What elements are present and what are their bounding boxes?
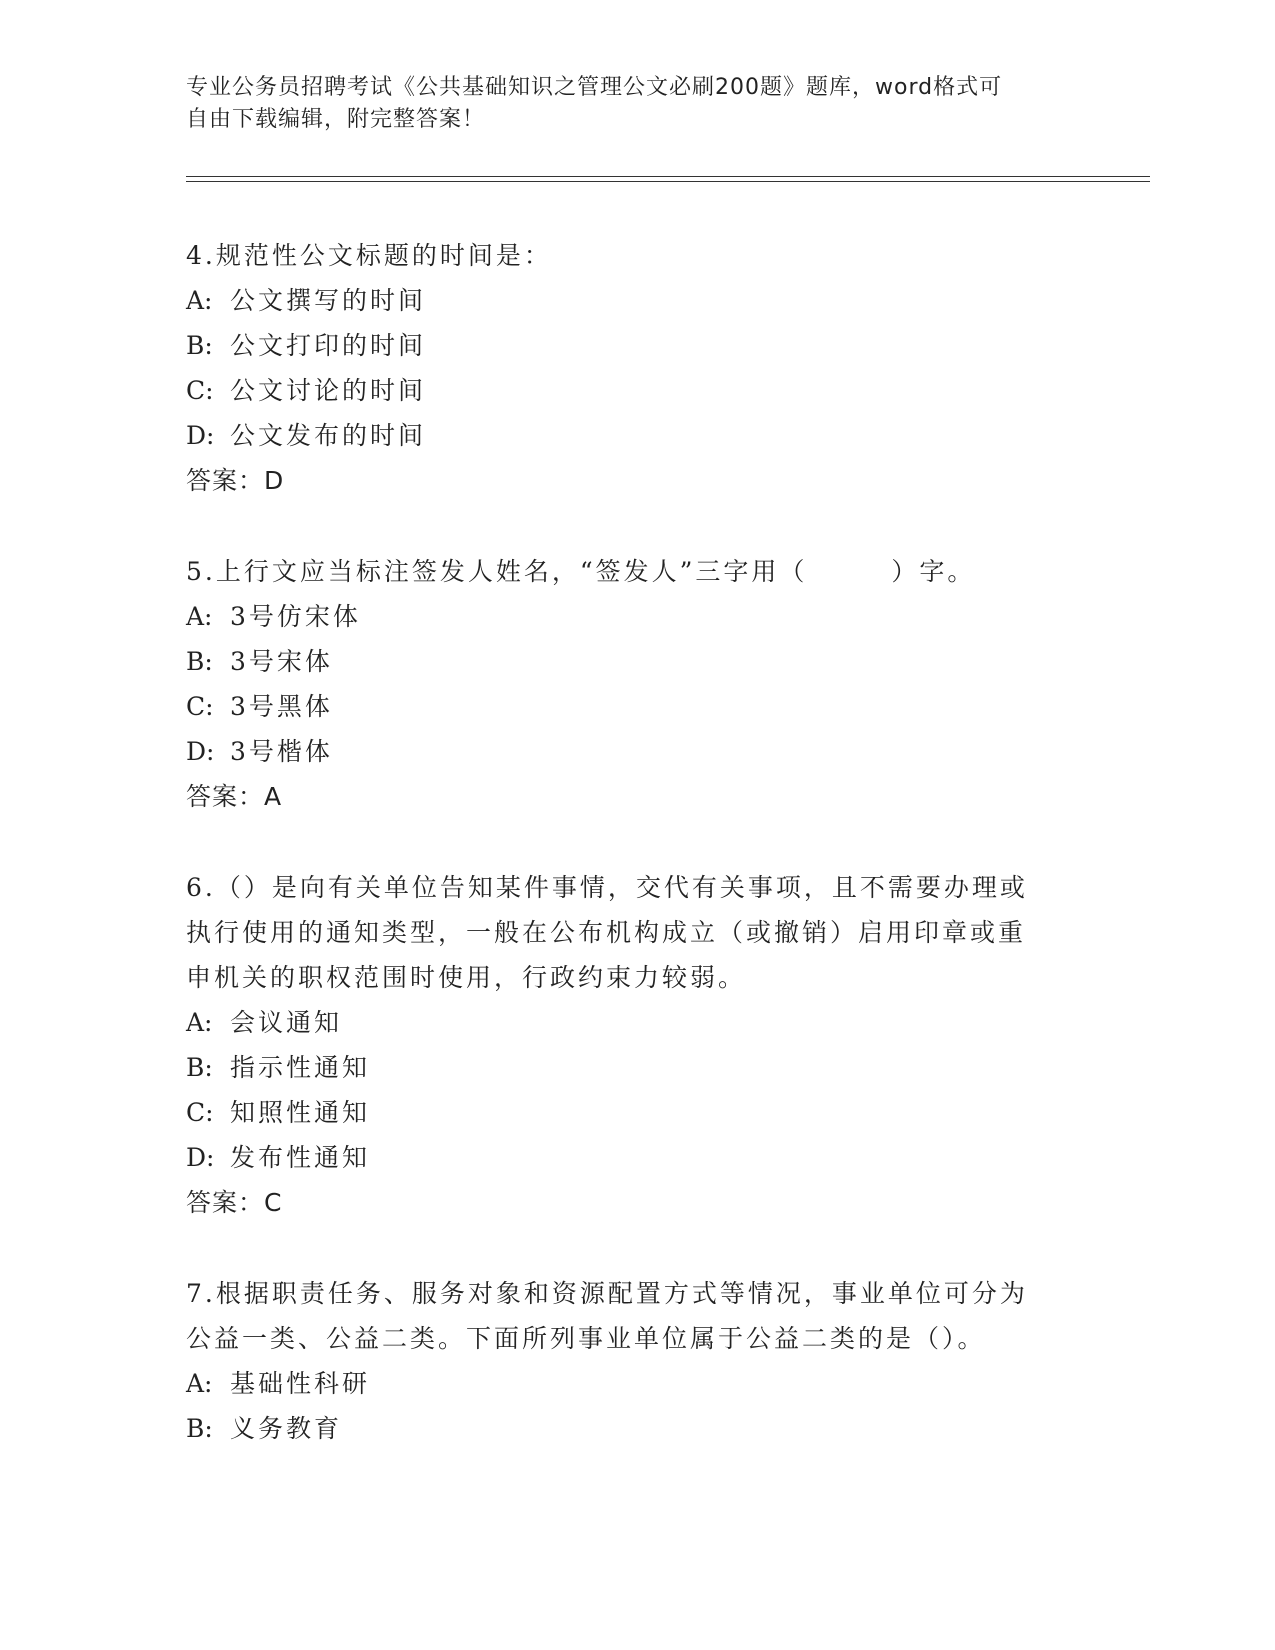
- question-text-line-1: 7.根据职责任务、服务对象和资源配置方式等情况，事业单位可分为: [186, 1279, 1028, 1308]
- answer-line: [186, 458, 1066, 503]
- option-d: [186, 729, 1066, 774]
- option-text: 公文打印的时间: [230, 331, 427, 360]
- option-text: 知照性通知: [230, 1098, 371, 1127]
- header-line-1: 专业公务员招聘考试《公共基础知识之管理公文必刷200题》题库，word格式可: [186, 75, 1003, 100]
- option-letter: B:: [186, 1414, 213, 1443]
- question-list: [186, 233, 1066, 1497]
- option-letter: C:: [186, 1098, 214, 1127]
- option-text: 3号宋体: [230, 647, 333, 676]
- option-text: 指示性通知: [230, 1053, 371, 1082]
- option-c: [186, 684, 1066, 729]
- option-letter: D:: [186, 421, 215, 450]
- option-letter: A:: [186, 286, 213, 315]
- option-d: [186, 1135, 1066, 1180]
- option-text: 公文讨论的时间: [230, 376, 427, 405]
- option-letter: A:: [186, 602, 213, 631]
- option-letter: A:: [186, 1008, 213, 1037]
- option-text: 会议通知: [230, 1008, 343, 1037]
- option-a: [186, 1000, 1066, 1045]
- option-text: 义务教育: [230, 1414, 343, 1443]
- option-text: 公文撰写的时间: [230, 286, 427, 315]
- option-a: [186, 278, 1066, 323]
- option-letter: B:: [186, 1053, 213, 1082]
- question-text-line-3: 申机关的职权范围时使用，行政约束力较弱。: [186, 963, 747, 992]
- option-a: [186, 594, 1066, 639]
- option-b: [186, 1406, 1066, 1451]
- option-text: 3号黑体: [230, 692, 333, 721]
- answer-line: [186, 774, 1066, 819]
- option-letter: B:: [186, 647, 213, 676]
- answer-label: 答案：: [186, 1188, 265, 1217]
- option-text: 基础性科研: [230, 1369, 371, 1398]
- document-header: [186, 72, 1066, 136]
- question-4: [186, 233, 1066, 503]
- header-divider-top: [186, 176, 1150, 177]
- header-line-2: 自由下载编辑，附完整答案！: [186, 107, 486, 132]
- option-text: 公文发布的时间: [230, 421, 427, 450]
- option-c: [186, 368, 1066, 413]
- header-divider-bottom: [186, 181, 1150, 182]
- answer-value: D: [264, 466, 285, 495]
- option-text: 3号仿宋体: [230, 602, 361, 631]
- question-7: [186, 1271, 1066, 1451]
- option-letter: D:: [186, 737, 215, 766]
- question-5: [186, 549, 1066, 819]
- question-text-line-2: 公益一类、公益二类。下面所列事业单位属于公益二类的是（）。: [186, 1324, 986, 1353]
- question-text-line-2: 执行使用的通知类型，一般在公布机构成立（或撤销）启用印章或重: [186, 918, 1027, 947]
- option-a: [186, 1361, 1066, 1406]
- question-text: 4.规范性公文标题的时间是：: [186, 241, 552, 270]
- option-letter: C:: [186, 692, 214, 721]
- option-letter: A:: [186, 1369, 213, 1398]
- answer-label: 答案：: [186, 466, 265, 495]
- option-b: [186, 1045, 1066, 1090]
- option-letter: C:: [186, 376, 214, 405]
- option-letter: D:: [186, 1143, 215, 1172]
- option-b: [186, 639, 1066, 684]
- question-6: [186, 865, 1066, 1225]
- question-text-line-1: 6.（）是向有关单位告知某件事情，交代有关事项，且不需要办理或: [186, 873, 1028, 902]
- answer-line: [186, 1180, 1066, 1225]
- answer-label: 答案：: [186, 782, 265, 811]
- option-d: [186, 413, 1066, 458]
- option-text: 发布性通知: [230, 1143, 371, 1172]
- option-b: [186, 323, 1066, 368]
- question-text: 5.上行文应当标注签发人姓名，“签发人”三字用（ ）字。: [186, 557, 976, 586]
- option-text: 3号楷体: [230, 737, 333, 766]
- option-letter: B:: [186, 331, 213, 360]
- answer-value: A: [264, 782, 283, 811]
- option-c: [186, 1090, 1066, 1135]
- answer-value: C: [264, 1188, 283, 1217]
